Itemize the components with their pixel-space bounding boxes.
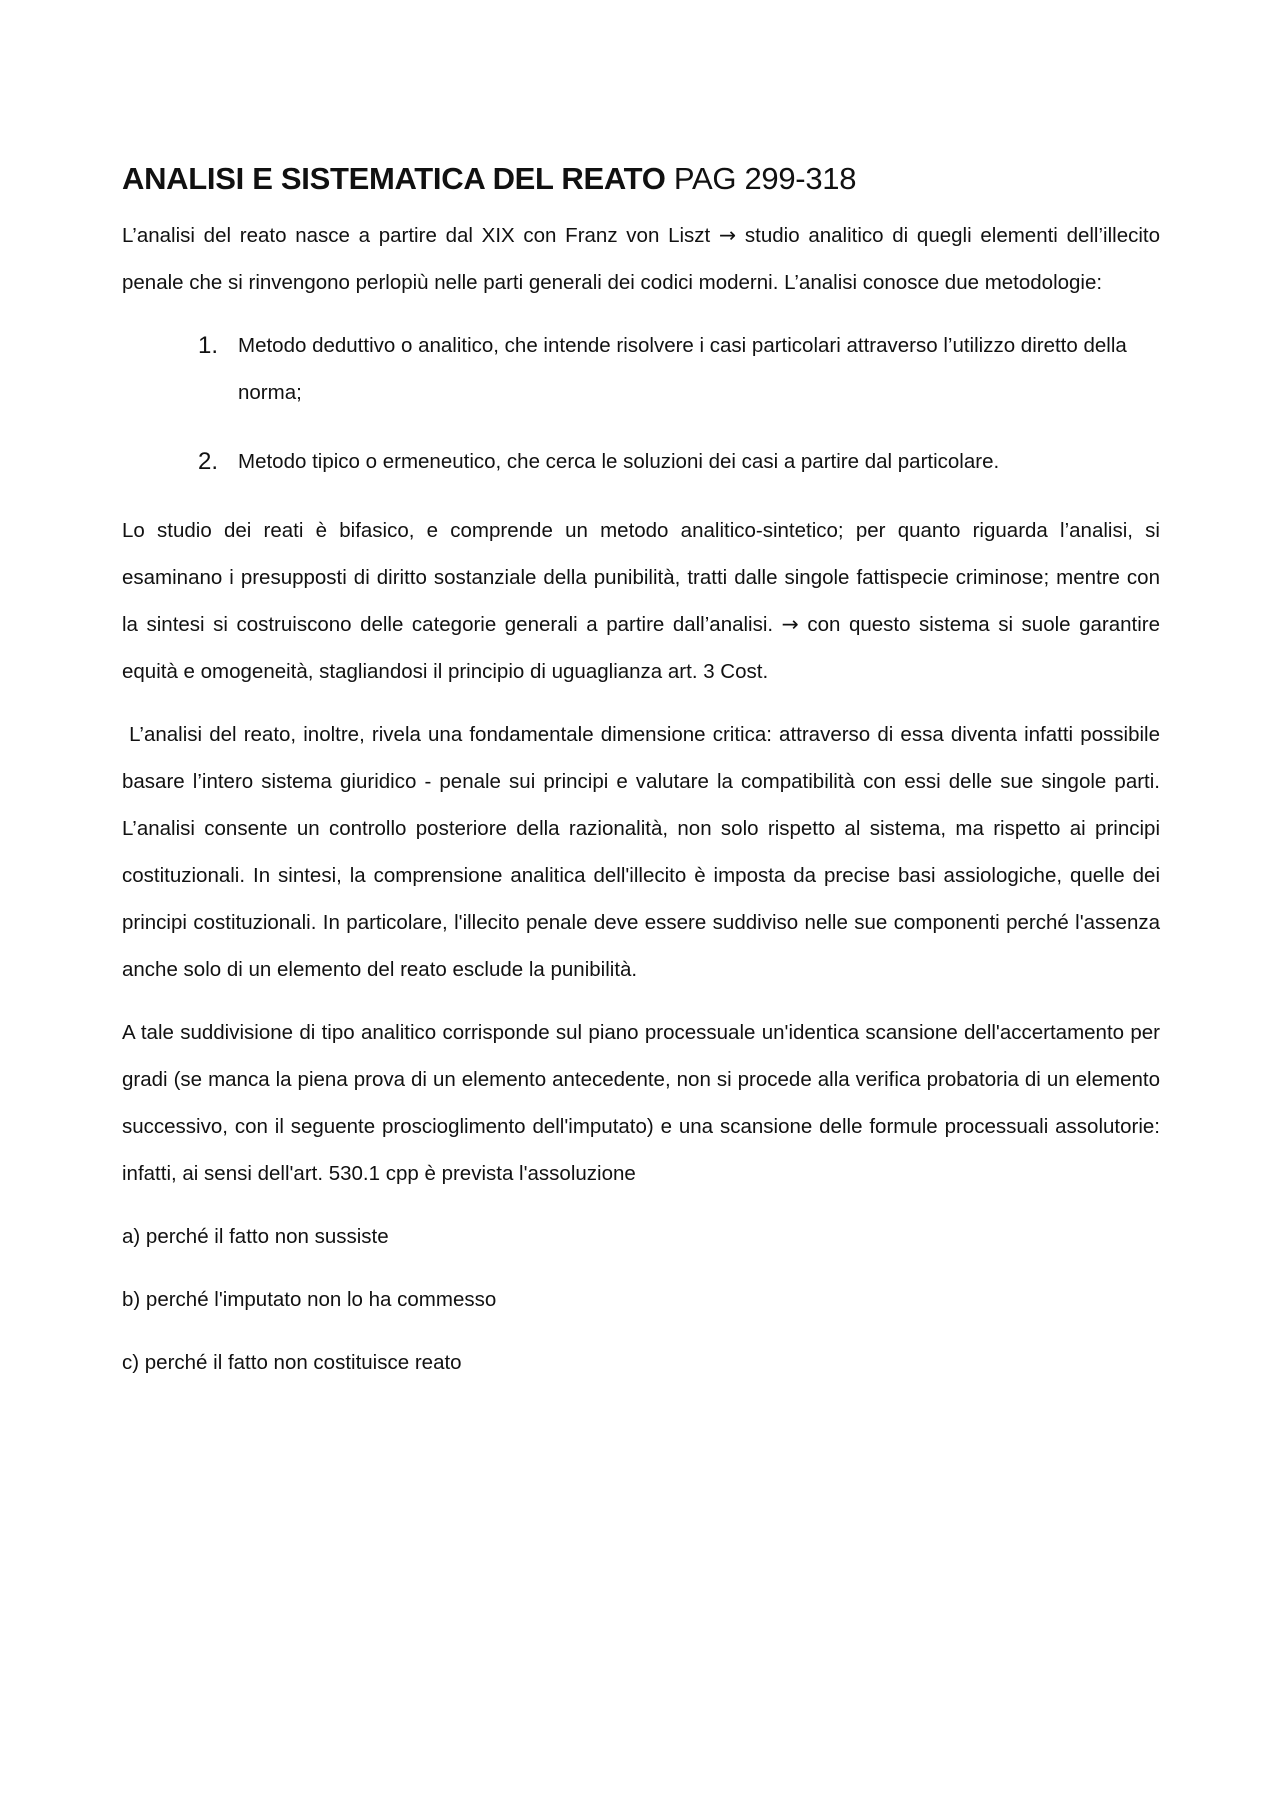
intro-text-start: L’analisi del reato nasce a partire dal XIX con Franz von Liszt — [122, 224, 711, 247]
bifasico-text-start: Lo studio dei reati è bifasico, e comprende un metodo analitico-sintetico; per quanto riguarda l’analisi, si esaminano i presupposti di diritto sostanziale della punibilità, tratti dalle singole fattispecie criminose; mentre con la sintesi si costruiscono delle categorie generali a partire dall’analisi. — [122, 519, 1160, 636]
page-title — [122, 158, 1160, 200]
list-item-text: Metodo tipico o ermeneutico, che cerca le soluzioni dei casi a partire dal particolare. — [238, 450, 1000, 473]
list-item — [198, 438, 1160, 485]
methods-list — [122, 322, 1160, 485]
document-page — [122, 158, 1166, 1402]
list-item — [198, 322, 1160, 416]
bifasico-text-end: con questo sistema si suole garantire equità e omogeneità, stagliandosi il principio di uguaglianza art. 3 Cost. — [122, 613, 1161, 683]
assoluzione-item-c: c) perché il fatto non costituisce reato — [122, 1351, 462, 1374]
list-item-number: 1. — [198, 332, 219, 359]
assoluzione-item-a: a) perché il fatto non sussiste — [122, 1225, 389, 1248]
intro-text-end: studio analitico di quegli elementi dell’illecito penale che si rinvengono perlopiù nelle parti generali dei codici moderni. L’analisi conosce due metodologie: — [122, 224, 1161, 294]
assoluzione-item-b: b) perché l'imputato non lo ha commesso — [122, 1288, 497, 1311]
list-item-text: Metodo deduttivo o analitico, che intende risolvere i casi particolari attraverso l’utilizzo diretto della norma; — [238, 334, 1127, 404]
title-main: ANALISI E SISTEMATICA DEL REATO — [122, 161, 666, 196]
right-arrow-icon: → — [718, 223, 737, 247]
critica-paragraph: L’analisi del reato, inoltre, rivela una fondamentale dimensione critica: attraverso di essa diventa infatti possibile basare l’intero sistema giuridico - penale sui principi e valutare la compatibilità con essi delle sue singole parti. L’analisi consente un controllo posteriore della razionalità, non solo rispetto al sistema, ma rispetto ai principi costituzionali. In sintesi, la comprensione analitica dell'illecito è imposta da precise basi assiologiche, quelle dei principi costituzionali. In particolare, l'illecito penale deve essere suddiviso nelle sue componenti perché l'assenza anche solo di un elemento del reato esclude la punibilità. — [122, 723, 1166, 981]
list-item-number: 2. — [198, 448, 219, 475]
intro-paragraph — [122, 212, 1160, 306]
right-arrow-icon: → — [781, 612, 799, 636]
title-pages: PAG 299-318 — [673, 161, 857, 196]
bifasico-paragraph — [122, 507, 1160, 695]
processuale-paragraph: A tale suddivisione di tipo analitico corrisponde sul piano processuale un'identica scansione dell'accertamento per gradi (se manca la piena prova di un elemento antecedente, non si procede alla verifica probatoria di un elemento successivo, con il seguente proscioglimento dell'imputato) e una scansione delle formule processuali assolutorie: infatti, ai sensi dell'art. 530.1 cpp è prevista l'assoluzione — [122, 1021, 1160, 1185]
